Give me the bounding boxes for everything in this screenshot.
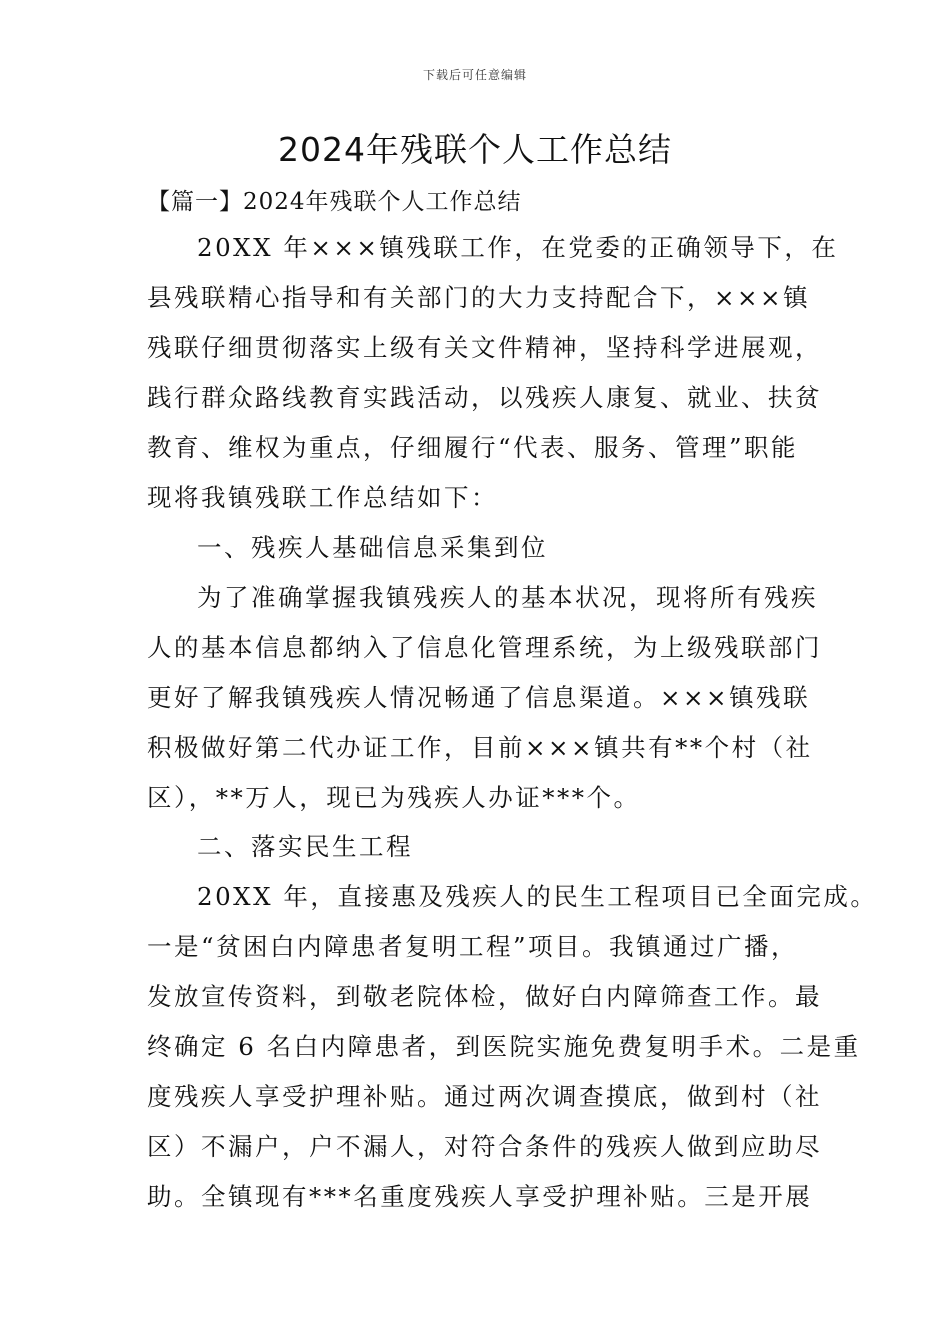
body-line: 人的基本信息都纳入了信息化管理系统，为上级残联部门 <box>147 633 822 662</box>
body-line: 20XX 年，直接惠及残疾人的民生工程项目已全面完成。 <box>197 882 878 911</box>
document-title: 2024年残联个人工作总结 <box>278 130 672 169</box>
body-line: 区）不漏户，户不漏人，对符合条件的残疾人做到应助尽 <box>147 1132 822 1161</box>
body-line: 一是“贫困白内障患者复明工程”项目。我镇通过广播， <box>147 932 799 961</box>
body-line: 教育、维权为重点，仔细履行“代表、服务、管理”职能 <box>147 433 799 462</box>
body-line: 县残联精心指导和有关部门的大力支持配合下，×××镇 <box>147 283 811 312</box>
subheading: 二、落实民生工程 <box>197 832 413 861</box>
header-note: 下载后可任意编辑 <box>422 68 527 82</box>
body-line: 积极做好第二代办证工作，目前×××镇共有**个村（社 <box>147 733 813 762</box>
body-line: 度残疾人享受护理补贴。通过两次调查摸底，做到村（社 <box>147 1082 822 1111</box>
body-line: 发放宣传资料，到敬老院体检，做好白内障筛查工作。最 <box>147 982 822 1011</box>
body-line: 区），**万人，现已为残疾人办证***个。 <box>147 783 641 812</box>
body-line: 助。全镇现有***名重度残疾人享受护理补贴。三是开展 <box>147 1182 813 1211</box>
body-line: 终确定 6 名白内障患者，到医院实施免费复明手术。二是重 <box>147 1032 861 1061</box>
body-line: 践行群众路线教育实践活动，以残疾人康复、就业、扶贫 <box>147 383 822 412</box>
section-label: 【篇一】2024年残联个人工作总结 <box>147 189 522 215</box>
subheading: 一、残疾人基础信息采集到位 <box>197 533 548 562</box>
body-line: 现将我镇残联工作总结如下： <box>147 483 498 512</box>
body-line: 更好了解我镇残疾人情况畅通了信息渠道。×××镇残联 <box>147 683 811 712</box>
body-line: 20XX 年×××镇残联工作，在党委的正确领导下，在 <box>197 233 839 262</box>
body-line: 为了准确掌握我镇残疾人的基本状况，现将所有残疾 <box>197 583 818 612</box>
body-line: 残联仔细贯彻落实上级有关文件精神，坚持科学进展观， <box>147 333 822 362</box>
